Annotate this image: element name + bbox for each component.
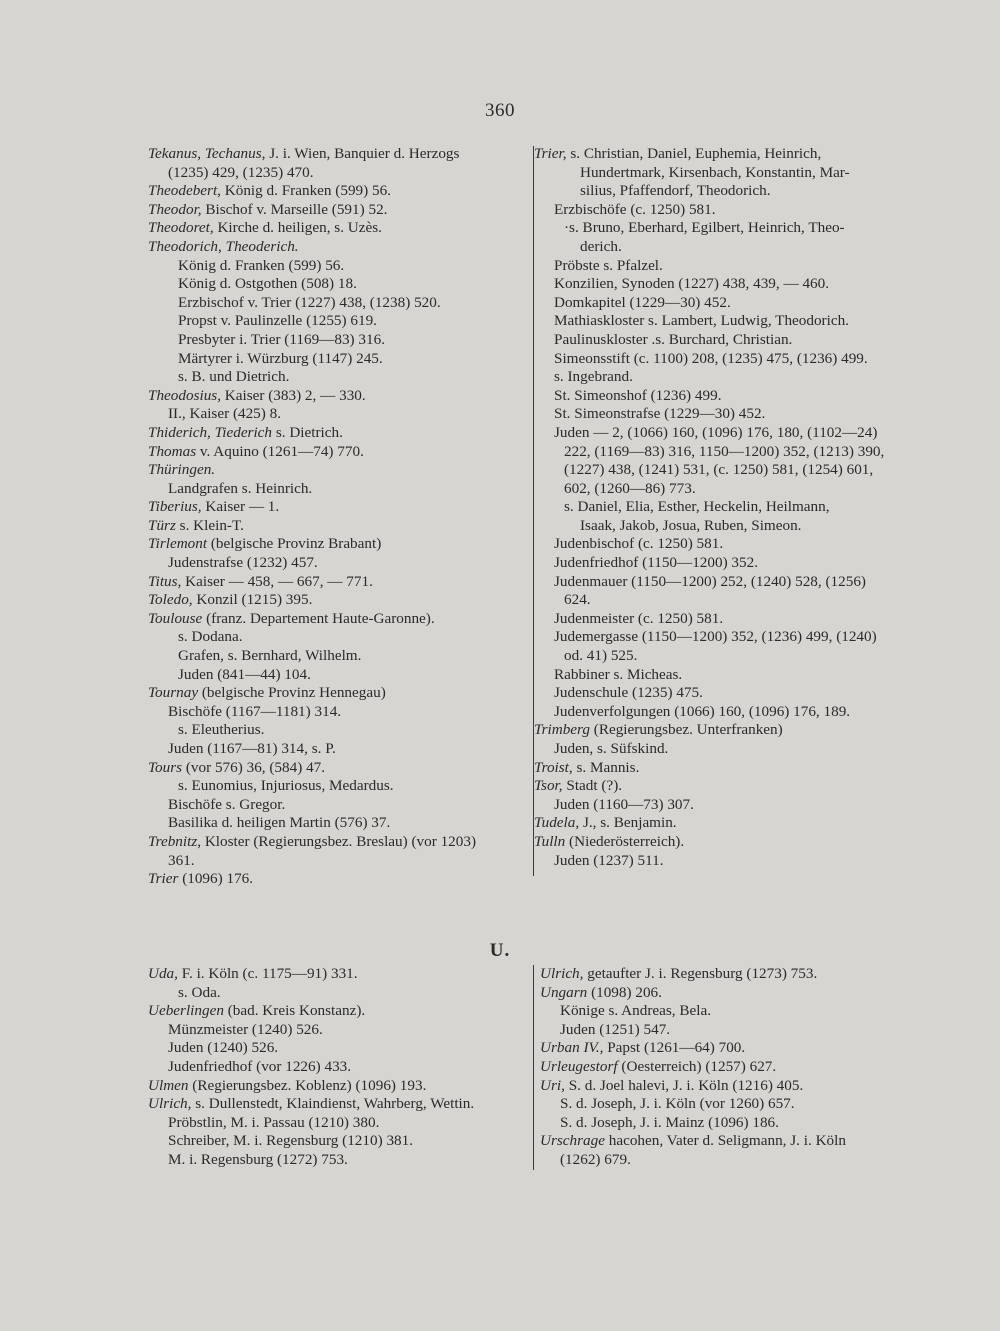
index-term: Ueberlingen <box>148 1002 224 1020</box>
index-text: Judenfriedhof (vor 1226) 433. <box>168 1057 352 1075</box>
index-term: Urban IV., <box>540 1039 604 1057</box>
index-text: II., Kaiser (425) 8. <box>168 405 282 423</box>
index-text: Judemergasse (1150—1200) 352, (1236) 499, (1240) <box>554 628 877 646</box>
index-text: Judenverfolgungen (1066) 160, (1096) 176, 189. <box>554 702 851 720</box>
index-entry <box>148 535 533 554</box>
index-text: v. Aquino (1261—74) 770. <box>196 442 364 460</box>
index-column-left-top <box>148 145 533 889</box>
index-column-right-top <box>534 145 934 870</box>
index-term: Theodorich, Theoderich. <box>148 237 299 255</box>
index-entry <box>148 405 533 424</box>
index-entry <box>148 554 533 573</box>
index-text: Juden (1160—73) 307. <box>554 795 694 813</box>
index-entry <box>534 405 934 424</box>
index-entry <box>540 1151 940 1170</box>
index-entry <box>534 480 934 499</box>
index-term: Urleugestorf <box>540 1057 618 1075</box>
index-term: Thomas <box>148 442 197 460</box>
index-entry <box>148 443 533 462</box>
index-text: s. Klein-T. <box>175 516 244 534</box>
index-entry <box>148 1002 533 1021</box>
index-text: (bad. Kreis Konstanz). <box>223 1002 366 1020</box>
index-entry <box>148 666 533 685</box>
index-entry <box>148 777 533 796</box>
index-entry <box>148 238 533 257</box>
index-term: Tulln <box>534 832 566 850</box>
index-entry <box>534 684 934 703</box>
index-text: König d. Ostgothen (508) 18. <box>178 275 357 293</box>
index-text: Paulinuskloster .s. Burchard, Christian. <box>554 330 793 348</box>
index-entry <box>534 666 934 685</box>
index-text: s. B. und Dietrich. <box>178 368 290 386</box>
index-entry <box>148 498 533 517</box>
index-text: s. Dietrich. <box>272 423 343 441</box>
index-entry <box>148 1095 533 1114</box>
index-entry <box>148 647 533 666</box>
index-term: Urschrage <box>540 1132 605 1150</box>
index-term: Trimberg <box>534 721 590 739</box>
index-text: Bischöfe (1167—1181) 314. <box>168 702 342 720</box>
index-term: Trier, <box>534 145 567 162</box>
index-text: (Regierungsbez. Koblenz) (1096) 193. <box>188 1076 427 1094</box>
index-entry <box>148 517 533 536</box>
index-text: (vor 576) 36, (584) 47. <box>182 758 326 776</box>
index-text: Pröbste s. Pfalzel. <box>554 256 663 274</box>
index-entry <box>148 852 533 871</box>
index-entry <box>534 368 934 387</box>
index-text: od. 41) 525. <box>564 647 638 665</box>
index-text: 602, (1260—86) 773. <box>564 479 696 497</box>
index-entry <box>148 684 533 703</box>
index-entry <box>534 814 934 833</box>
index-entry <box>148 145 533 164</box>
index-term: Ulrich, <box>148 1095 192 1113</box>
index-entry <box>534 628 934 647</box>
index-text: silius, Pfaffendorf, Theodorich. <box>580 182 771 200</box>
index-text: Propst v. Paulinzelle (1255) 619. <box>178 312 377 330</box>
index-term: Theodoret, <box>148 219 214 237</box>
index-term: Ungarn <box>540 983 588 1001</box>
index-text: (belgische Provinz Hennegau) <box>198 684 386 702</box>
index-text: Presbyter i. Trier (1169—83) 316. <box>178 330 385 348</box>
index-text: Könige s. Andreas, Bela. <box>560 1002 711 1020</box>
index-entry <box>148 1021 533 1040</box>
index-text: Mathiaskloster s. Lambert, Ludwig, Theodorich. <box>554 312 849 330</box>
index-entry <box>534 443 934 462</box>
index-entry <box>534 573 934 592</box>
index-text: Judenfriedhof (1150—1200) 352. <box>554 554 759 572</box>
index-entry <box>534 535 934 554</box>
index-text: (Oesterreich) (1257) 627. <box>617 1057 777 1075</box>
index-term: Thüringen. <box>148 461 216 479</box>
index-entry <box>540 1021 940 1040</box>
index-entry <box>148 201 533 220</box>
index-entry <box>534 331 934 350</box>
index-text: S. d. Joseph, J. i. Köln (vor 1260) 657. <box>560 1095 795 1113</box>
index-term: Ulrich, <box>540 965 584 982</box>
index-term: Theodor, <box>148 200 202 218</box>
index-entry <box>148 870 533 889</box>
index-entry <box>148 721 533 740</box>
index-entry <box>534 461 934 480</box>
index-entry <box>148 833 533 852</box>
index-entry <box>148 573 533 592</box>
index-entry <box>148 984 533 1003</box>
index-entry <box>534 852 934 871</box>
index-entry <box>540 1095 940 1114</box>
index-text: Papst (1261—64) 700. <box>603 1039 746 1057</box>
index-entry <box>148 814 533 833</box>
index-entry <box>534 833 934 852</box>
index-entry <box>534 703 934 722</box>
index-text: Juden (1240) 526. <box>168 1039 279 1057</box>
index-term: Theodebert, <box>148 182 221 200</box>
index-text: Landgrafen s. Heinrich. <box>168 479 313 497</box>
index-entry <box>534 610 934 629</box>
index-term: Tudela, <box>534 814 580 832</box>
index-text: Judenbischof (c. 1250) 581. <box>554 535 724 553</box>
index-entry <box>534 498 934 517</box>
index-term: Trier <box>148 870 179 888</box>
index-term: Türz <box>148 516 176 534</box>
index-text: 222, (1169—83) 316, 1150—1200) 352, (1213) 390, <box>564 442 885 460</box>
index-term: Toulouse <box>148 609 203 627</box>
index-text: Grafen, s. Bernhard, Wilhelm. <box>178 647 362 665</box>
index-term: Titus, <box>148 572 182 590</box>
index-text: derich. <box>580 237 622 255</box>
index-entry <box>148 1151 533 1170</box>
index-entry <box>534 554 934 573</box>
index-entry <box>534 721 934 740</box>
index-entry <box>540 1039 940 1058</box>
index-entry <box>148 461 533 480</box>
index-entry <box>148 1039 533 1058</box>
index-text: J., s. Benjamin. <box>579 814 677 832</box>
index-text: Juden (1251) 547. <box>560 1020 671 1038</box>
index-entry <box>148 1114 533 1133</box>
index-text: Konzil (1215) 395. <box>192 591 313 609</box>
index-text: Juden (841—44) 104. <box>178 665 311 683</box>
index-text: Kaiser (383) 2, — 330. <box>221 386 366 404</box>
index-text: s. Christian, Daniel, Euphemia, Heinrich, <box>566 145 822 162</box>
index-entry <box>540 1002 940 1021</box>
index-entry <box>534 424 934 443</box>
index-text: Erzbischöfe (c. 1250) 581. <box>554 200 716 218</box>
index-text: Bischöfe s. Gregor. <box>168 795 286 813</box>
index-text: (1227) 438, (1241) 531, (c. 1250) 581, (1254) 601, <box>564 461 874 479</box>
index-entry <box>534 164 934 183</box>
index-text: S. d. Joseph, J. i. Mainz (1096) 186. <box>560 1113 779 1131</box>
index-text: s. Oda. <box>178 983 221 1001</box>
index-text: Konzilien, Synoden (1227) 438, 439, — 460. <box>554 275 830 293</box>
index-column-right-bottom <box>540 965 940 1170</box>
index-text: Judenstrafse (1232) 457. <box>168 554 318 572</box>
index-entry <box>534 777 934 796</box>
index-term: Tournay <box>148 684 199 702</box>
index-text: Schreiber, M. i. Regensburg (1210) 381. <box>168 1132 414 1150</box>
index-entry <box>540 1132 940 1151</box>
index-term: Tours <box>148 758 183 776</box>
index-entry <box>148 312 533 331</box>
index-term: Tsor, <box>534 777 563 795</box>
index-text: (1262) 679. <box>560 1150 631 1168</box>
index-entry <box>148 1132 533 1151</box>
index-text: (1235) 429, (1235) 470. <box>168 163 314 181</box>
index-term: Tiberius, <box>148 498 202 516</box>
index-entry <box>540 1058 940 1077</box>
index-term: Toledo, <box>148 591 193 609</box>
index-term: Uda, <box>148 965 178 982</box>
index-entry <box>148 480 533 499</box>
index-text: (belgische Provinz Brabant) <box>207 535 382 553</box>
index-text: Kaiser — 458, — 667, — 771. <box>181 572 373 590</box>
index-entry <box>148 703 533 722</box>
index-text: Münzmeister (1240) 526. <box>168 1020 323 1038</box>
index-entry <box>148 740 533 759</box>
index-entry <box>540 984 940 1003</box>
index-term: Uri, <box>540 1076 565 1094</box>
index-text: Hundertmark, Kirsenbach, Konstantin, Mar- <box>580 163 850 181</box>
index-term: Thiderich, Tiederich <box>148 423 273 441</box>
index-text: Simeonsstift (c. 1100) 208, (1235) 475, (1236) 499. <box>554 349 868 367</box>
index-entry <box>534 350 934 369</box>
index-text: s. Dodana. <box>178 628 243 646</box>
column-divider-bottom <box>533 965 534 1170</box>
index-entry <box>534 182 934 201</box>
index-entry <box>534 740 934 759</box>
index-text: Kaiser — 1. <box>201 498 280 516</box>
index-text: Erzbischof v. Trier (1227) 438, (1238) 520. <box>178 293 441 311</box>
index-column-left-bottom <box>148 965 533 1170</box>
index-text: König d. Franken (599) 56. <box>220 182 391 200</box>
index-entry <box>534 312 934 331</box>
index-entry <box>148 182 533 201</box>
index-text: Basilika d. heiligen Martin (576) 37. <box>168 814 391 832</box>
index-text: St. Simeonshof (1236) 499. <box>554 386 722 404</box>
index-entry <box>148 1077 533 1096</box>
index-text: Pröbstlin, M. i. Passau (1210) 380. <box>168 1113 380 1131</box>
index-term: Ulmen <box>148 1076 189 1094</box>
page-number: 360 <box>485 100 515 121</box>
index-entry <box>148 275 533 294</box>
index-entry <box>148 965 533 984</box>
index-text: Stadt (?). <box>562 777 623 795</box>
index-text: s. Eleutherius. <box>178 721 265 739</box>
index-term: Tekanus, Techanus, <box>148 145 266 162</box>
index-text: Juden — 2, (1066) 160, (1096) 176, 180, (1102—24) <box>554 423 878 441</box>
index-entry <box>534 647 934 666</box>
index-text: J. i. Wien, Banquier d. Herzogs <box>265 145 460 162</box>
index-term: Tirlemont <box>148 535 208 553</box>
index-text: s. Daniel, Elia, Esther, Heckelin, Heilmann, <box>564 498 830 516</box>
index-text: Rabbiner s. Micheas. <box>554 665 683 683</box>
index-entry <box>148 219 533 238</box>
index-text: Isaak, Jakob, Josua, Ruben, Simeon. <box>580 516 802 534</box>
index-term: Trebnitz, <box>148 832 202 850</box>
index-text: (Niederösterreich). <box>565 832 685 850</box>
index-text: s. Eunomius, Injuriosus, Medardus. <box>178 777 394 795</box>
index-entry <box>534 759 934 778</box>
index-text: Juden (1237) 511. <box>554 851 664 869</box>
index-text: Bischof v. Marseille (591) 52. <box>201 200 388 218</box>
index-text: (1098) 206. <box>587 983 662 1001</box>
index-text: Juden, s. Süfskind. <box>554 740 669 757</box>
index-entry <box>540 1077 940 1096</box>
index-entry <box>148 591 533 610</box>
index-term: Troist, <box>534 758 573 776</box>
index-text: 624. <box>564 591 591 609</box>
index-text: Juden (1167—81) 314, s. P. <box>168 740 336 757</box>
index-text: Domkapitel (1229—30) 452. <box>554 293 731 311</box>
index-text: Judenschule (1235) 475. <box>554 684 703 702</box>
index-text: s. Ingebrand. <box>554 368 633 386</box>
index-term: Theodosius, <box>148 386 221 404</box>
index-text: (franz. Departement Haute-Garonne). <box>202 609 435 627</box>
index-text: Märtyrer i. Würzburg (1147) 245. <box>178 349 383 367</box>
index-entry <box>148 257 533 276</box>
index-text: Judenmeister (c. 1250) 581. <box>554 609 724 627</box>
index-text: ·s. Bruno, Eberhard, Egilbert, Heinrich, Theo- <box>564 219 845 237</box>
index-entry <box>148 294 533 313</box>
index-text: s. Mannis. <box>572 758 640 776</box>
section-heading: U. <box>489 940 511 961</box>
index-text: M. i. Regensburg (1272) 753. <box>168 1150 348 1168</box>
index-entry <box>148 796 533 815</box>
index-entry <box>534 591 934 610</box>
index-text: Judenmauer (1150—1200) 252, (1240) 528, (1256) <box>554 572 866 590</box>
index-text: (Regierungsbez. Unterfranken) <box>589 721 783 739</box>
index-entry <box>540 1114 940 1133</box>
index-text: König d. Franken (599) 56. <box>178 256 345 274</box>
index-text: Kirche d. heiligen, s. Uzès. <box>213 219 382 237</box>
index-entry <box>534 294 934 313</box>
index-entry <box>148 610 533 629</box>
index-entry <box>534 201 934 220</box>
index-text: hacohen, Vater d. Seligmann, J. i. Köln <box>604 1132 846 1150</box>
index-entry <box>534 145 934 164</box>
index-entry <box>534 517 934 536</box>
index-text: S. d. Joel halevi, J. i. Köln (1216) 405. <box>564 1076 804 1094</box>
index-text: (1096) 176. <box>178 870 254 888</box>
index-entry <box>148 424 533 443</box>
index-entry <box>148 331 533 350</box>
index-entry <box>534 238 934 257</box>
index-text: F. i. Köln (c. 1175—91) 331. <box>177 965 358 982</box>
index-entry <box>148 628 533 647</box>
index-entry <box>148 350 533 369</box>
index-entry <box>148 387 533 406</box>
index-text: St. Simeonstrafse (1229—30) 452. <box>554 405 766 423</box>
index-entry <box>534 796 934 815</box>
index-entry <box>534 387 934 406</box>
index-text: Kloster (Regierungsbez. Breslau) (vor 1203) <box>201 832 477 850</box>
index-entry <box>534 275 934 294</box>
index-text: s. Dullenstedt, Klaindienst, Wahrberg, Wettin. <box>191 1095 475 1113</box>
index-text: 361. <box>168 851 195 869</box>
index-entry <box>534 257 934 276</box>
index-entry <box>148 1058 533 1077</box>
index-entry <box>148 759 533 778</box>
index-text: getaufter J. i. Regensburg (1273) 753. <box>583 965 818 982</box>
index-entry <box>148 164 533 183</box>
index-entry <box>540 965 940 984</box>
index-entry <box>534 219 934 238</box>
index-entry <box>148 368 533 387</box>
